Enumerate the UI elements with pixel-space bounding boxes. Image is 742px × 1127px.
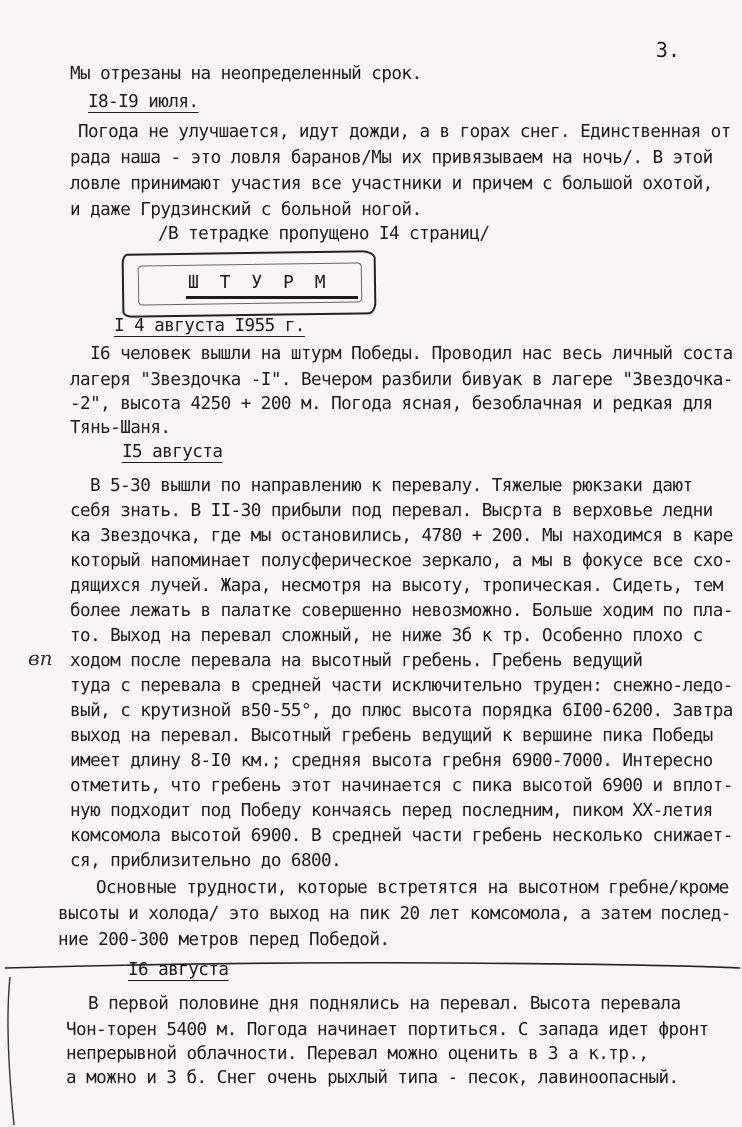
text-line: который напоминает полусферическое зеркало, а мы в фокусе все схо- <box>70 551 733 571</box>
text-line: ловле принимают участия все участники и причем с большой охотой, <box>70 174 713 194</box>
text-line: туда с перевала в средней части исключительно труден: снежно-ледо- <box>70 676 733 696</box>
text-line: Чон-торен 5400 м. Погода начинает портиться. С запада идет фронт <box>66 1020 709 1040</box>
text-line: и даже Грудзинский с больной ногой. <box>70 200 422 220</box>
text-line: выход на перевал. Высотный гребень ведущий к вершине пика Победы <box>70 726 713 746</box>
text-line: имеет длину 8-I0 км.; средняя высота гребня 6900-7000. Интересно <box>70 751 713 771</box>
text-line: рада наша - это ловля баранов/Мы их привязываем на ночь/. В этой <box>70 148 713 168</box>
text-line: В 5-30 вышли по направлению к перевалу. Тяжелые рюкзаки дают <box>90 476 693 496</box>
editor-note: /В тетрадке пропущено I4 страниц/ <box>158 224 490 244</box>
text-line: себя знать. В II-30 прибыли под перевал. Высрта в верховье ледни <box>70 501 713 521</box>
left-edge-bracket-line <box>0 975 16 1127</box>
text-line: лагеря "Звездочка -I". Вечером разбили бивуак в лагере "Звездочка- <box>70 370 733 390</box>
text-line: комсомола высотой 6900. В средней части гребень несколько снижает- <box>70 826 733 846</box>
date-heading: I6 августа <box>128 960 229 980</box>
handwritten-margin-note: вп <box>28 646 53 670</box>
stamp-underline <box>186 296 358 299</box>
text-line: ние 200-300 метров перед Победой. <box>58 930 390 950</box>
text-line: ся, приблизительно до 6800. <box>70 851 342 871</box>
text-line: ходом после перевала на высотный гребень. Гребень ведущий <box>70 651 643 671</box>
text-line: -2", высота 4250 + 200 м. Погода ясная, безоблачная и редкая для <box>70 394 713 414</box>
text-line: непрерывной облачности. Перевал можно оценить в 3 а к.тр., <box>66 1044 649 1064</box>
text-line: отметить, что гребень этот начинается с пика высотой 6900 и вплот- <box>70 776 733 796</box>
text-line: В первой половине дня поднялись на перевал. Высота перевала <box>88 994 681 1014</box>
text-line: Мы отрезаны на неопределенный срок. <box>70 64 422 84</box>
hand-drawn-divider-line <box>0 960 742 980</box>
text-line: ка Звездочка, где мы остановились, 4780 + 200. Мы находимся в каре <box>70 526 733 546</box>
section-title-shturm: Ш Т У Р М <box>188 272 331 293</box>
text-line: а можно и 3 б. Снег очень рыхлый типа - песок, лавиноопасный. <box>66 1068 679 1088</box>
text-line: дящихся лучей. Жара, несмотря на высоту, тропическая. Сидеть, тем <box>70 576 723 596</box>
text-line: то. Выход на перевал сложный, не ниже 3б к тр. Особенно плохо с <box>70 626 703 646</box>
date-heading: I5 августа <box>122 442 223 462</box>
text-line: Тянь-Шаня. <box>70 418 171 438</box>
text-line: Погода не улучшается, идут дожди, а в горах снег. Единственная от <box>78 122 731 142</box>
date-heading: I8-I9 июля. <box>88 92 199 112</box>
text-line: ную подходит под Победу кончаясь перед последним, пиком XX-летия <box>70 801 713 821</box>
text-line: высоты и холода/ это выход на пик 20 лет комсомола, а затем послед- <box>58 904 731 924</box>
date-heading: I 4 августа I955 г. <box>114 316 305 336</box>
text-line: Основные трудности, которые встретятся на высотном гребне/кроме <box>96 878 729 898</box>
page-number: 3. <box>655 38 680 62</box>
text-line: I6 человек вышли на штурм Победы. Проводил нас весь личный соста <box>90 344 733 364</box>
text-line: более лежать в палатке совершенно невозможно. Больше ходим по пла- <box>70 601 733 621</box>
text-line: вый, с крутизной в50-55°, до плюс высота порядка 6I00-6200. Завтра <box>70 701 733 721</box>
